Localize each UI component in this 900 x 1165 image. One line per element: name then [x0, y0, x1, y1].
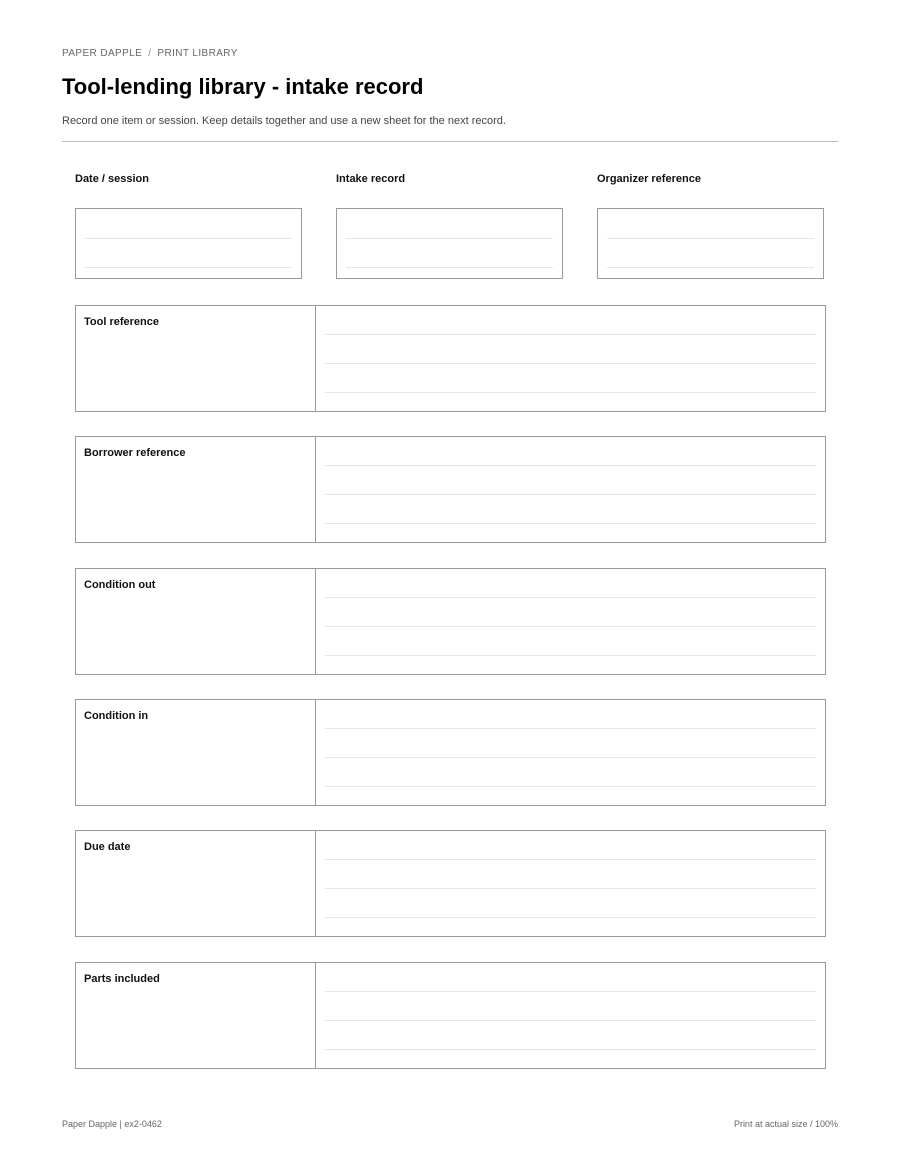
writing-line — [607, 238, 814, 239]
writing-line — [325, 655, 816, 656]
field-label-intake-record: Intake record — [336, 173, 406, 185]
writing-line — [325, 392, 816, 393]
row-condition-in[interactable] — [75, 699, 826, 806]
row-label: Tool reference — [84, 316, 159, 328]
breadcrumb-item-brand: PAPER DAPPLE — [62, 48, 143, 59]
writing-line — [346, 238, 553, 239]
writing-line — [325, 334, 816, 335]
field-label-date-session: Date / session — [75, 173, 149, 185]
row-condition-out[interactable] — [75, 568, 826, 675]
field-label-organizer-reference: Organizer reference — [597, 173, 701, 185]
writing-line — [85, 267, 292, 268]
row-label-cell — [76, 437, 316, 542]
writing-line — [325, 1049, 816, 1050]
writing-line — [325, 888, 816, 889]
row-label-cell — [76, 831, 316, 936]
row-label-cell — [76, 569, 316, 674]
writing-line — [325, 786, 816, 787]
organizer-reference-box[interactable] — [597, 208, 824, 279]
page-subtitle: Record one item or session. Keep details together and use a new sheet for the next record. — [62, 115, 506, 127]
writing-line — [325, 1020, 816, 1021]
row-label-cell — [76, 963, 316, 1068]
date-session-box[interactable] — [75, 208, 302, 279]
writing-line — [325, 626, 816, 627]
breadcrumb — [62, 48, 238, 59]
footer-right: Print at actual size / 100% — [733, 1119, 838, 1129]
writing-line — [325, 991, 816, 992]
row-tool-reference[interactable] — [75, 305, 826, 412]
writing-line — [325, 917, 816, 918]
row-label-cell — [76, 700, 316, 805]
writing-line — [607, 267, 814, 268]
row-label: Due date — [84, 841, 131, 853]
writing-line — [346, 267, 553, 268]
writing-line — [325, 728, 816, 729]
writing-line — [325, 494, 816, 495]
row-label: Parts included — [84, 973, 160, 985]
row-label: Condition out — [84, 579, 156, 591]
writing-line — [325, 597, 816, 598]
writing-line — [325, 465, 816, 466]
row-due-date[interactable] — [75, 830, 826, 937]
intake-record-box[interactable] — [336, 208, 563, 279]
writing-line — [325, 523, 816, 524]
row-label: Borrower reference — [84, 447, 186, 459]
page-title: Tool-lending library - intake record — [62, 74, 424, 99]
writing-line — [85, 238, 292, 239]
writing-line — [325, 363, 816, 364]
row-parts-included[interactable] — [75, 962, 826, 1069]
writing-line — [325, 757, 816, 758]
footer-left: Paper Dapple | ex2-0462 — [62, 1119, 162, 1129]
breadcrumb-separator: / — [148, 48, 152, 59]
writing-line — [325, 859, 816, 860]
row-borrower-reference[interactable] — [75, 436, 826, 543]
header-divider — [62, 141, 838, 142]
row-label: Condition in — [84, 710, 149, 722]
breadcrumb-item-section: PRINT LIBRARY — [157, 48, 238, 59]
row-label-cell — [76, 306, 316, 411]
